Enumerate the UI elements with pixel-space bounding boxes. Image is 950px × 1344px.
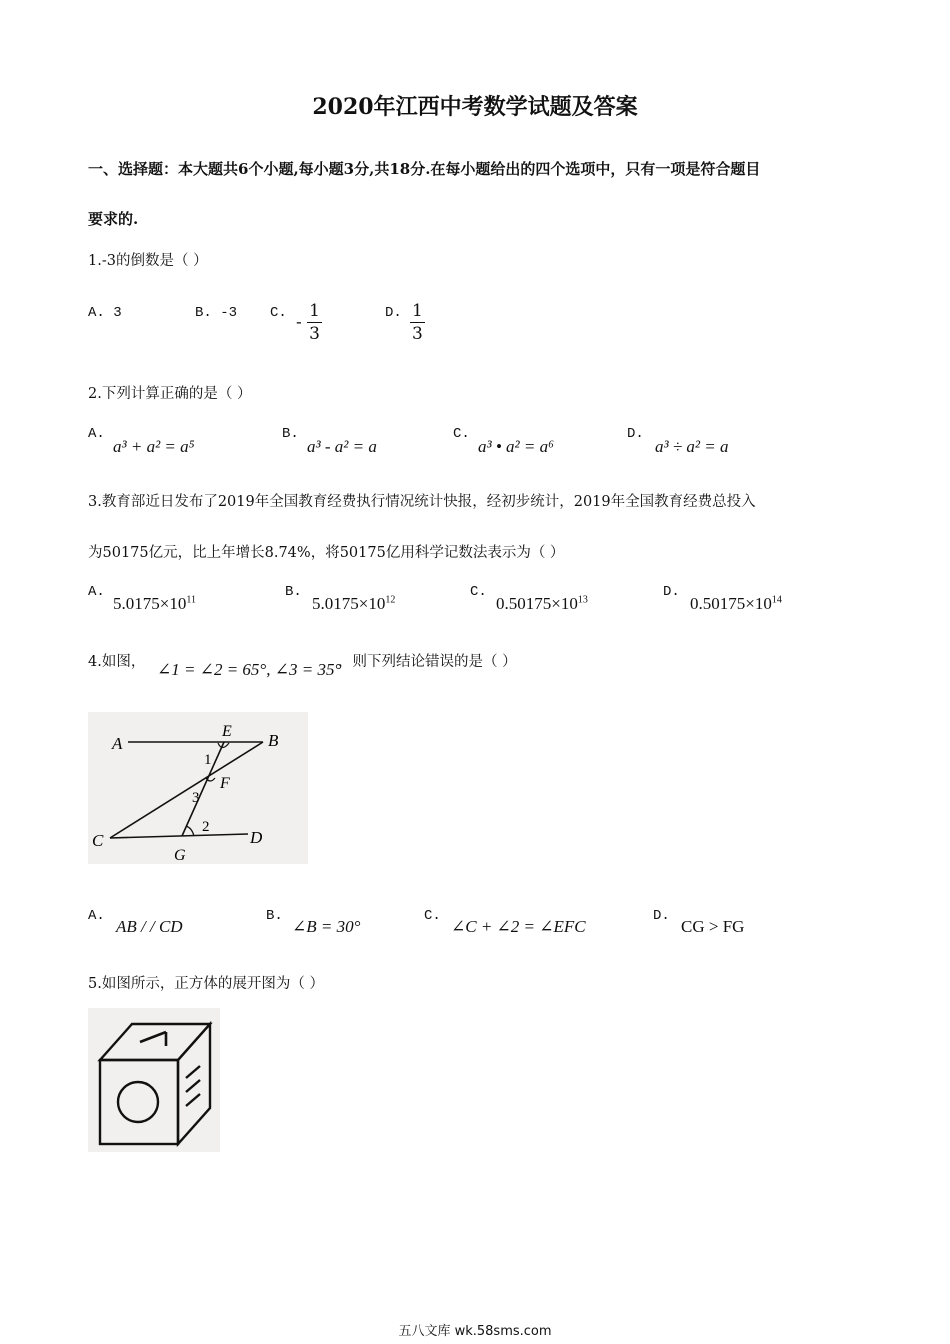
q3-a-base: 5.0175×10 xyxy=(113,594,187,613)
q4-option-d-expr: CG > FG xyxy=(681,917,745,936)
q1-c-sign: - xyxy=(296,312,302,333)
q1-d-num: 1 xyxy=(412,301,423,321)
q1-d-den: 3 xyxy=(412,324,423,344)
q2-option-a-expr: a³ + a² = a⁵ xyxy=(113,437,195,456)
q3-option-b-label: B. xyxy=(285,584,302,600)
right-face-stroke-2 xyxy=(186,1080,200,1092)
q4-stem-suffix: ，则下列结论错误的是（ ） xyxy=(338,654,517,670)
q1-c-den: 3 xyxy=(309,324,320,344)
q4-option-c-expr: ∠C + ∠2 = ∠EFC xyxy=(451,917,586,936)
label-angle-1: 1 xyxy=(204,752,212,768)
label-b: B xyxy=(268,731,279,750)
q1-option-a: A. 3 xyxy=(88,305,122,321)
q3-d-base: 0.50175×10 xyxy=(690,594,772,613)
q4-option-d-label: D. xyxy=(653,908,670,924)
q4-option-b-expr: ∠B = 30° xyxy=(292,917,361,936)
q4-geometry-figure xyxy=(88,712,308,864)
q2-option-b-expr: a³ - a² = a xyxy=(307,437,377,456)
page-title: 2020年江西中考数学试题及答案 xyxy=(312,94,638,120)
q4-stem-math: ∠1 = ∠2 = 65°, ∠3 = 35° xyxy=(157,660,342,679)
q1-c-fraction xyxy=(307,300,322,345)
section-heading-line1: 一、选择题：本大题共6个小题,每小题3分,共18分.在每小题给出的四个选项中，只有一项是符合题目 xyxy=(88,160,761,178)
q3-a-exp: 11 xyxy=(186,594,196,606)
label-e: E xyxy=(222,723,232,740)
q3-b-exp: 12 xyxy=(385,594,396,606)
line-bc xyxy=(110,742,263,838)
label-angle-2: 2 xyxy=(202,819,210,835)
label-d: D xyxy=(250,828,263,847)
q4-option-a-expr: AB / / CD xyxy=(116,917,183,936)
q4-option-a-label: A. xyxy=(88,908,105,924)
q3-option-a-expr xyxy=(113,594,196,614)
footer-watermark: 五八文库 wk.58sms.com xyxy=(398,1324,552,1339)
q3-option-c-label: C. xyxy=(470,584,487,600)
q2-stem: 2.下列计算正确的是（ ） xyxy=(88,386,252,402)
q3-option-c-expr xyxy=(496,594,588,614)
q1-option-b: B. -3 xyxy=(195,305,238,321)
q5-cube-svg xyxy=(88,1008,220,1152)
q3-d-exp: 14 xyxy=(771,594,782,606)
section-heading-line2: 要求的. xyxy=(88,210,139,228)
q2-option-a-label: A. xyxy=(88,426,105,442)
q4-stem-prefix: 4.如图， xyxy=(88,654,146,670)
right-face-stroke-3 xyxy=(186,1094,200,1106)
q4-figure-svg xyxy=(88,712,308,864)
q5-stem: 5.如图所示，正方体的展开图为（ ） xyxy=(88,976,324,992)
q1-option-d-value xyxy=(410,300,425,345)
q4-option-c-label: C. xyxy=(424,908,441,924)
right-face-stroke-1 xyxy=(186,1066,200,1078)
q2-option-d-label: D. xyxy=(627,426,644,442)
label-c: C xyxy=(92,831,104,850)
line-cd xyxy=(110,834,248,838)
q3-option-d-expr xyxy=(690,594,782,614)
cube-front-face xyxy=(100,1060,178,1144)
q5-cube-figure xyxy=(88,1008,220,1152)
q3-option-a-label: A. xyxy=(88,584,105,600)
q1-stem: 1.-3的倒数是（ ） xyxy=(88,253,208,269)
q2-option-c-expr: a³ • a² = a⁶ xyxy=(478,437,555,456)
q1-option-c-label: C. xyxy=(270,305,287,321)
q3-c-base: 0.50175×10 xyxy=(496,594,578,613)
q1-option-d-label: D. xyxy=(385,305,402,321)
q2-option-d-expr: a³ ÷ a² = a xyxy=(655,437,729,456)
angle-2-arc xyxy=(186,826,194,836)
q3-c-exp: 13 xyxy=(577,594,588,606)
front-face-circle xyxy=(118,1082,158,1122)
q3-stem-line1: 3.教育部近日发布了2019年全国教育经费执行情况统计快报，经初步统计，2019年全国教育经费总投入 xyxy=(88,494,756,510)
q1-option-c-value xyxy=(296,300,322,345)
top-face-mark xyxy=(140,1032,166,1042)
q3-option-d-label: D. xyxy=(663,584,680,600)
q3-b-base: 5.0175×10 xyxy=(312,594,386,613)
q2-option-b-label: B. xyxy=(282,426,299,442)
label-g: G xyxy=(174,847,186,864)
q4-option-b-label: B. xyxy=(266,908,283,924)
q3-option-b-expr xyxy=(312,594,395,614)
label-f: F xyxy=(220,775,230,792)
label-angle-3: 3 xyxy=(192,790,200,806)
label-a: A xyxy=(112,734,123,753)
q2-option-c-label: C. xyxy=(453,426,470,442)
q1-d-fraction xyxy=(410,300,425,345)
q3-stem-line2: 为50175亿元，比上年增长8.74%，将50175亿用科学记数法表示为（ ） xyxy=(88,545,565,561)
q1-c-num: 1 xyxy=(309,301,320,321)
